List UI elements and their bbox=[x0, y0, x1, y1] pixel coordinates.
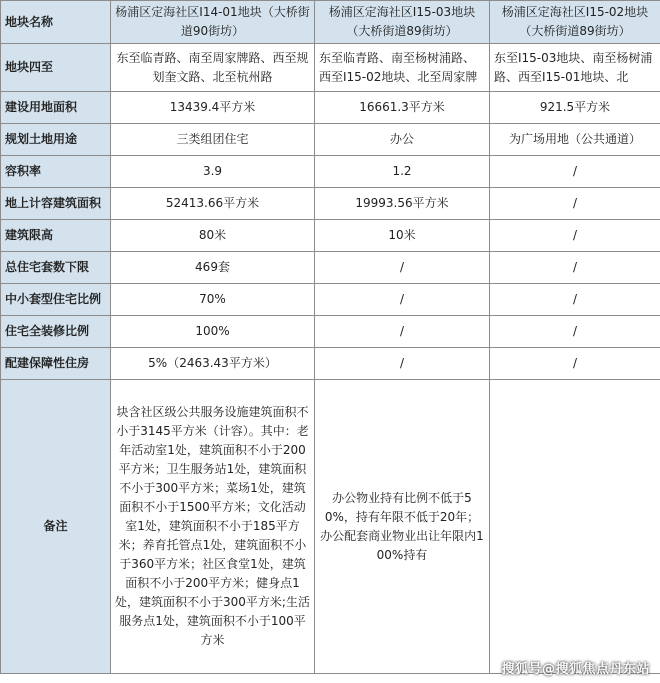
table-row-notes bbox=[1, 380, 660, 674]
cell-value: / bbox=[490, 348, 660, 380]
cell-value: / bbox=[315, 316, 490, 348]
cell-value: 办公 bbox=[315, 124, 490, 156]
row-label: 地上计容建筑面积 bbox=[1, 188, 111, 220]
cell-value: 469套 bbox=[111, 252, 315, 284]
cell-value: 三类组团住宅 bbox=[111, 124, 315, 156]
table-row-height-limit bbox=[1, 220, 660, 252]
cell-value: 东至临青路、南至杨树浦路、西至I15-02地块、北至周家牌 bbox=[315, 44, 490, 92]
cell-value: / bbox=[490, 316, 660, 348]
watermark-text: 搜狐号@搜狐焦点丹东站 bbox=[501, 662, 650, 677]
cell-value: / bbox=[490, 188, 660, 220]
cell-value: / bbox=[315, 252, 490, 284]
cell-value: 1.2 bbox=[315, 156, 490, 188]
cell-value: / bbox=[490, 284, 660, 316]
table-row-finish-ratio bbox=[1, 316, 660, 348]
table-row-unit-count bbox=[1, 252, 660, 284]
cell-value: 为广场用地（公共通道） bbox=[490, 124, 660, 156]
header-row bbox=[1, 1, 660, 44]
cell-value: 10米 bbox=[315, 220, 490, 252]
cell-value: 东至I15-03地块、南至杨树浦路、西至I15-01地块、北 bbox=[490, 44, 660, 92]
table-row-site-area bbox=[1, 92, 660, 124]
cell-value: 70% bbox=[111, 284, 315, 316]
table-row-land-use bbox=[1, 124, 660, 156]
notes-label: 备注 bbox=[1, 380, 111, 674]
notes-parcel-i14-01: 块含社区级公共服务设施建筑面积不小于3145平方米（计容）。其中：老年活动室1处，建筑面积不小于200平方米；卫生服务站1处，建筑面积不小于300平方米；菜场1处，建筑面积不小于1500平方米；文化活动室1处，建筑面积不小于185平方米；养育托管点1处，建筑面积不小于360平方米；社区食堂1处，建筑面积不小于200平方米；健身点1处，建筑面积不小于300平方米;生活服务点1处，建筑面积不小于100平方米 bbox=[111, 380, 315, 674]
cell-value: 16661.3平方米 bbox=[315, 92, 490, 124]
row-label: 建设用地面积 bbox=[1, 92, 111, 124]
cell-value: 80米 bbox=[111, 220, 315, 252]
parcel-i15-03-name: 杨浦区定海社区I15-03地块（大桥街道89街坊） bbox=[315, 1, 490, 44]
cell-value: 3.9 bbox=[111, 156, 315, 188]
table-row-small-unit-ratio bbox=[1, 284, 660, 316]
cell-value: / bbox=[490, 252, 660, 284]
cell-value: / bbox=[315, 284, 490, 316]
cell-value: 52413.66平方米 bbox=[111, 188, 315, 220]
row-label: 配建保障性住房 bbox=[1, 348, 111, 380]
notes-parcel-i15-02 bbox=[490, 380, 660, 674]
cell-value: 19993.56平方米 bbox=[315, 188, 490, 220]
table-row-affordable-housing bbox=[1, 348, 660, 380]
cell-value: 5%（2463.43平方米） bbox=[111, 348, 315, 380]
row-label: 建筑限高 bbox=[1, 220, 111, 252]
table-row-plot-ratio bbox=[1, 156, 660, 188]
row-label: 地块四至 bbox=[1, 44, 111, 92]
row-label: 中小套型住宅比例 bbox=[1, 284, 111, 316]
row-label: 容积率 bbox=[1, 156, 111, 188]
cell-value: 100% bbox=[111, 316, 315, 348]
cell-value: / bbox=[490, 156, 660, 188]
row-label: 总住宅套数下限 bbox=[1, 252, 111, 284]
cell-value: / bbox=[315, 348, 490, 380]
cell-value: 921.5平方米 bbox=[490, 92, 660, 124]
header-label: 地块名称 bbox=[1, 1, 111, 44]
cell-value: / bbox=[490, 220, 660, 252]
cell-value: 13439.4平方米 bbox=[111, 92, 315, 124]
table-row-boundaries bbox=[1, 44, 660, 92]
table-row-gfa bbox=[1, 188, 660, 220]
parcel-i14-01-name: 杨浦区定海社区I14-01地块（大桥街道90街坊） bbox=[111, 1, 315, 44]
row-label: 规划土地用途 bbox=[1, 124, 111, 156]
parcel-i15-02-name: 杨浦区定海社区I15-02地块（大桥街道89街坊） bbox=[490, 1, 660, 44]
notes-parcel-i15-03: 办公物业持有比例不低于50%，持有年限不低于20年；办公配套商业物业出让年限内100%持有 bbox=[315, 380, 490, 674]
cell-value: 东至临青路、南至周家牌路、西至规划奎文路、北至杭州路 bbox=[111, 44, 315, 92]
row-label: 住宅全装修比例 bbox=[1, 316, 111, 348]
